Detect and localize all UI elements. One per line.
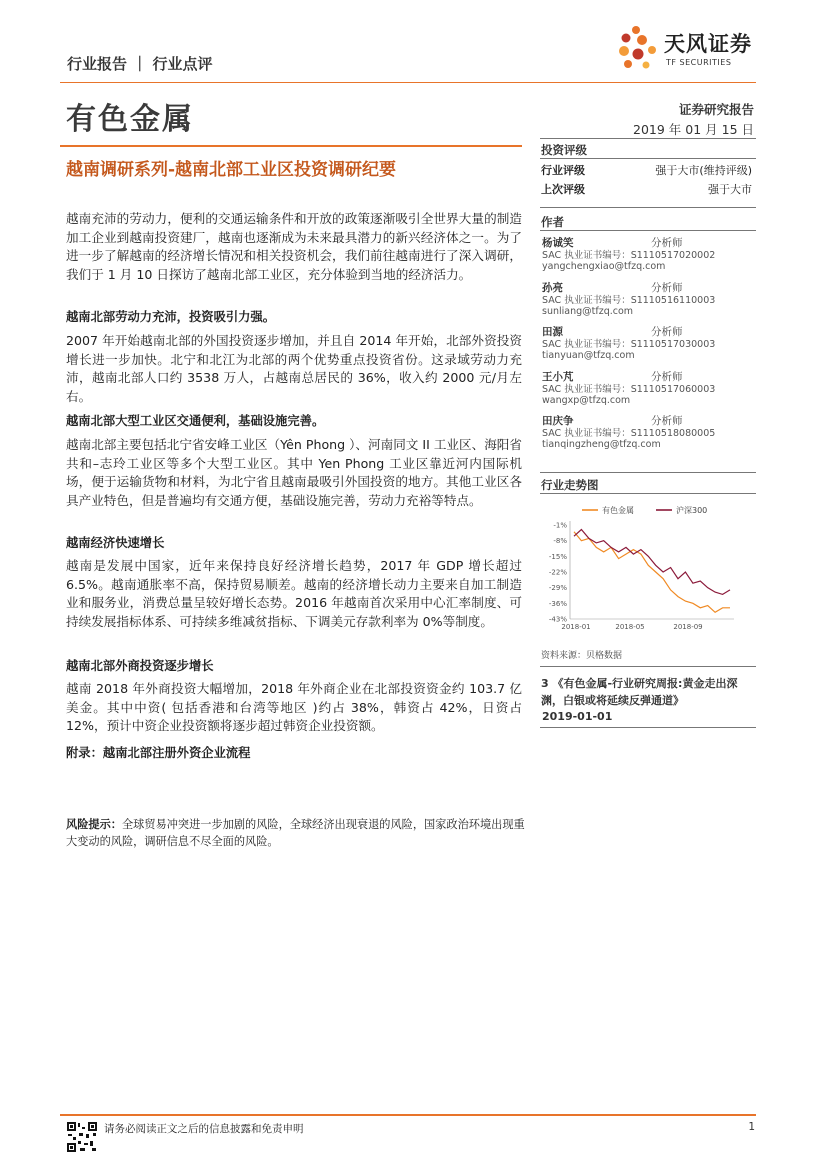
page-number: 1 (748, 1121, 755, 1133)
author-name: 田源 (542, 326, 563, 338)
author-cert: SAC 执业证书编号：S1110517060003 (542, 383, 716, 395)
author-cert: SAC 执业证书编号：S1110517030003 (542, 338, 716, 350)
rating-label: 行业评级 (541, 164, 585, 177)
footer-divider (60, 1114, 756, 1116)
rating-label: 上次评级 (541, 183, 585, 196)
x-tick-label: 2018-09 (673, 623, 703, 631)
section-heading: 越南北部外商投资逐步增长 (66, 659, 214, 673)
y-tick-label: -22% (548, 568, 567, 577)
x-tick-label: 2018-01 (561, 623, 591, 631)
author-role: 分析师 (651, 282, 683, 294)
author-email[interactable]: tianqingzheng@tfzq.com (542, 439, 661, 450)
section-heading: 越南北部大型工业区交通便利，基础设施完善。 (66, 414, 325, 428)
logo-text-en: TF SECURITIES (666, 58, 732, 67)
sidebar-divider (540, 493, 756, 494)
risk-warning (66, 816, 526, 850)
series-line-hs300 (574, 530, 730, 595)
title-divider (60, 145, 522, 147)
report-category: 行业报告 ｜ 行业点评 (67, 55, 213, 73)
section-paragraph: 2007 年开始越南北部的外国投资逐步增加，并且自 2014 年开始，北部外资投资增长进一步加快。北宁和北江为北部的两个优势重点投资省份。这录域劳动力充沛，越南北部人口约 3538 万人，占越南总居民的 36%，收入约 2000 元/月左右。 (66, 333, 522, 404)
related-report-link[interactable]: 3 《有色金属-行业研究周报:黄金走出深渊，白银或将延续反弹通道》 (541, 677, 738, 707)
sidebar-divider (540, 230, 756, 231)
author-entry (542, 238, 754, 273)
report-title: 越南调研系列-越南北部工业区投资调研纪要 (66, 160, 397, 180)
author-entry (542, 327, 754, 362)
chart-source: 资料来源：贝格数据 (541, 651, 623, 661)
sidebar-divider (540, 138, 756, 139)
rating-value: 强于大市(维持评级) (655, 164, 752, 177)
qr-code-icon (66, 1121, 98, 1153)
rating-heading: 投资评级 (541, 143, 587, 157)
section-heading: 越南北部劳动力充沛，投资吸引力强。 (66, 310, 276, 324)
report-date: 2019 年 01 月 15 日 (633, 122, 754, 137)
author-cert: SAC 执业证书编号：S1110517020002 (542, 249, 716, 261)
author-role: 分析师 (651, 371, 683, 383)
authors-heading: 作者 (541, 215, 564, 229)
y-tick-label: -1% (553, 521, 567, 530)
author-cert: SAC 执业证书编号：S1110518080005 (542, 427, 716, 439)
y-tick-label: -8% (553, 537, 567, 546)
legend-label: 沪深300 (676, 506, 708, 515)
rating-value: 强于大市 (708, 183, 752, 196)
section-heading: 越南经济快速增长 (66, 536, 165, 550)
logo-mark-icon (612, 24, 662, 72)
author-role: 分析师 (651, 326, 683, 338)
report-type: 证券研究报告 (678, 102, 754, 117)
sidebar-divider (540, 207, 756, 208)
y-tick-label: -29% (548, 584, 567, 593)
author-email[interactable]: tianyuan@tfzq.com (542, 350, 635, 361)
section-paragraph: 越南北部主要包括北宁省安峰工业区（Yên Phong ）、河南同文 II 工业区、海阳省共和–志玲工业区等多个大型工业区。其中 Yen Phong 工业区靠近河内国际机场，便于运输货物和材料，为北宁省且越南最吸引外国投资的地方。其他工业区各具产业特色，但是普遍均有交通方便，基础设施完善，劳动力充裕等特点。 (66, 437, 522, 508)
logo-text-cn: 天风证券 (664, 32, 752, 56)
sidebar-divider (540, 666, 756, 667)
author-entry (542, 283, 754, 318)
author-entry (542, 416, 754, 451)
y-tick-label: -43% (548, 615, 567, 624)
company-logo (612, 24, 772, 72)
author-entry (542, 372, 754, 407)
author-role: 分析师 (651, 415, 683, 427)
section-paragraph: 越南是发展中国家，近年来保持良好经济增长趋势，2017 年 GDP 增长超过 6.5%。越南通胀率不高，保持贸易顺差。越南的经济增长动力主要来自加工制造业和服务业，消费总量呈较好增长态势。2016 年越南首次采用中心汇率制度、可持续发展指标体系、可持续多维减贫指标、下调美元存款利率为 0%等制度。 (66, 558, 522, 629)
intro-paragraph: 越南充沛的劳动力，便利的交通运输条件和开放的政策逐渐吸引全世界大量的制造加工企业到越南投资建厂，越南也逐渐成为未来最具潜力的新兴经济体之一。为了进一步了解越南的经济增长情况和相关投资机会，我们前往越南进行了深入调研，我们于 1 月 10 日探访了越南北部工业区，充分体验到当地的经济活力。 (66, 211, 522, 282)
industry-trend-chart (538, 497, 756, 639)
sidebar-divider (540, 158, 756, 159)
legend-label: 有色金属 (602, 506, 634, 515)
author-name: 孙亮 (542, 282, 563, 294)
author-name: 田庆争 (542, 415, 574, 427)
chart-heading: 行业走势图 (541, 478, 599, 492)
related-report-date: 2019-01-01 (542, 710, 613, 723)
y-tick-label: -36% (548, 599, 567, 608)
risk-text: 全球贸易冲突进一步加剧的风险，全球经济出现衰退的风险，国家政治环境出现重大变动的风险，调研信息不尽全面的风险。 (66, 818, 525, 848)
x-tick-label: 2018-05 (615, 623, 645, 631)
sector-title: 有色金属 (66, 102, 194, 137)
author-role: 分析师 (651, 237, 683, 249)
author-name: 杨诚笑 (542, 237, 574, 249)
risk-label: 风险提示： (66, 818, 122, 831)
author-name: 王小芃 (542, 371, 574, 383)
header-divider (60, 82, 756, 83)
sidebar-divider (540, 727, 756, 728)
author-email[interactable]: yangchengxiao@tfzq.com (542, 261, 666, 272)
y-tick-label: -15% (548, 552, 567, 561)
section-paragraph: 越南 2018 年外商投资大幅增加，2018 年外商企业在北部投资资金约 103.7 亿美金。其中中资( 包括香港和台湾等地区 )约占 38%，韩资占 42%，日资占 12%，预计中资企业投资额将逐步超过韩资企业投资额。 (66, 681, 522, 734)
sidebar-divider (540, 472, 756, 473)
footer-disclaimer[interactable]: 请务必阅读正文之后的信息披露和免责申明 (104, 1123, 304, 1135)
author-email[interactable]: sunliang@tfzq.com (542, 306, 634, 317)
appendix-heading: 附录：越南北部注册外资企业流程 (66, 746, 251, 760)
author-cert: SAC 执业证书编号：S1110516110003 (542, 294, 716, 306)
author-email[interactable]: wangxp@tfzq.com (542, 395, 631, 406)
series-line-nonferrous (574, 532, 730, 613)
